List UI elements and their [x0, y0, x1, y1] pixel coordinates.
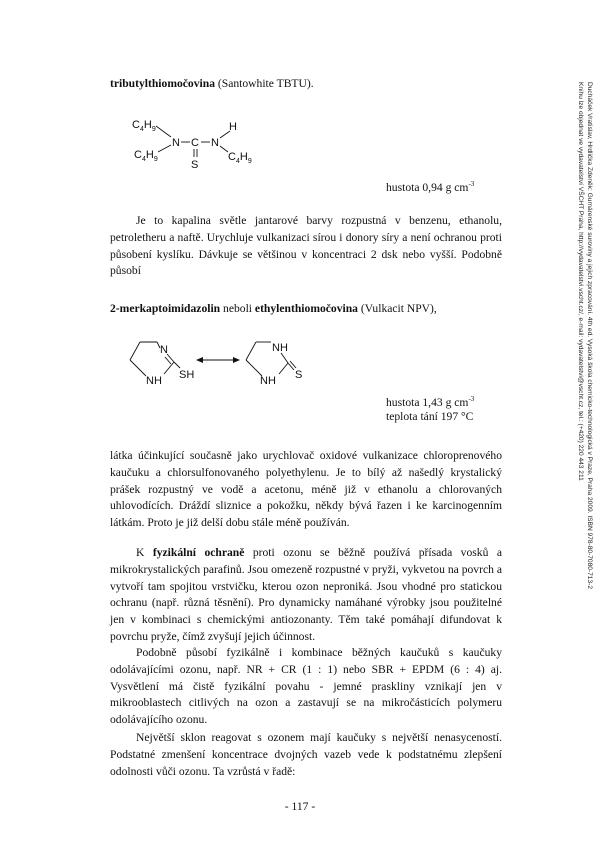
atom-c4h9-right: $C_4H_9$: [228, 151, 252, 165]
atom-h: H: [229, 121, 237, 133]
atom-nh-right-top: NH: [272, 342, 288, 354]
tbtu-density: hustota 0,94 g $cm^{-3}$: [386, 180, 475, 194]
paragraph-rubber-blends: Podobně působí fyzikálně i kombinace běžných kaučuků s kaučuky odolávajícími ozonu, např. NR + CR (1 : 1) nebo SBR + EPDM (6 : 4) aj. Vysvětlení má čistě fyzikální povahu - jemné praskliny vznikají jen v mikrooblastech citlivých na ozon a zastavují se na mikročásticích polymeru odolávajícího ozonu.: [110, 646, 502, 727]
paragraph-ozone-reactivity: Největší sklon reagovat s ozonem mají kaučuky s největší nenasyceností. Podstatné zmenšení koncentrace dvojných vazeb vede k podstatnému zlepšení odolnosti vůči ozonu. Ta vzrůstá v řadě:: [110, 731, 502, 778]
compound-heading-tbtu: [110, 76, 314, 92]
compound-heading-npv: 2-merkaptoimidazolin neboli ethylenthiomočovina (Vulkacit NPV),: [110, 302, 437, 315]
atom-n-left: N: [172, 137, 180, 149]
side-citation-line1: Ducháček Vratislav, Hrdlička Zdeněk: Gumárenské suroviny a jejich zpracování. 4th ed. Vysoká škola chemicko-technologická v Praze, Praha 2009. ISBN 978-80-7080-713-2: [586, 82, 593, 589]
atom-c-center: C: [191, 137, 199, 149]
side-citation: [572, 82, 594, 622]
npv-density: hustota 1,43 g $cm^{-3}$: [386, 395, 475, 409]
paragraph-physical-protection: K fyzikální ochraně proti ozonu se běžně používá přísada vosků a mikrokrystalických parafinů. Jsou omezeně rozpustné v pryži, vykvetou na povrch a vytvoří tam spojitou vrstvičku, kterou ozon neproniká. Jsou vhodné pro statickou ochranu (např. různá těsnění). Pro dynamicky namáhané výrobky jsou použitelné jen v kombinaci s chemickými antiozonanty. Těm také pomáhají difundovat k povrchu pryže, čímž zvyšují jejich účinnost.: [110, 546, 502, 643]
paragraph-npv-description: látka účinkující současně jako urychlovač oxidové vulkanizace chloroprenového kaučuku a chlorsulfonovaného polyethylenu. Je to bílý až našedlý krystalický prášek rozpustný ve vodě a acetonu, méně již v ethanolu a chlorovaných uhlovodících. Dráždí sliznice a pokožku, někdy bývá řazen i ke karcinogenním látkám. Proto je již delší dobu stále méně používán.: [110, 449, 502, 530]
paragraph-tbtu-description: Je to kapalina světle jantarové barvy rozpustná v benzenu, ethanolu, petroletheru a naftě. Urychluje vulkanizaci sírou i donory síry a není ochranou proti působení kyslíku. Dávkuje se většinou v koncentraci 2 dsk nebo vyšší. Podobně působí: [110, 214, 502, 278]
npv-melting-point: teplota tání 197 °C: [386, 410, 474, 423]
compound-tradename-tbtu: (Santowhite TBTU).: [215, 77, 314, 90]
compound-name-tbtu: tributylthiomočovina: [110, 77, 215, 90]
atom-n-right: N: [211, 137, 219, 149]
side-citation-line2: Knihu lze objednat ve vydavatelství VŠCHT Praha, http://vydavatelstvi.vscht.cz/, e-mail: vydavatelstvi@vscht.cz, tel.: (+420) 220 443 211: [577, 82, 584, 481]
page-number: - 117 -: [284, 800, 316, 813]
tbtu-structure: [128, 112, 278, 174]
atom-c4h9-bottom: $C_4H_9$: [134, 149, 158, 163]
npv-structure: [124, 332, 314, 388]
atom-s: S: [191, 159, 199, 171]
atom-s-right: S: [295, 369, 303, 381]
atom-sh: SH: [179, 369, 195, 381]
atom-c4h9-top: $C_4H_9$: [132, 119, 156, 133]
atom-nh-left-ring: NH: [146, 375, 162, 387]
atom-nh-right-bottom: NH: [260, 375, 276, 387]
atom-n-left-ring: N: [160, 344, 168, 356]
